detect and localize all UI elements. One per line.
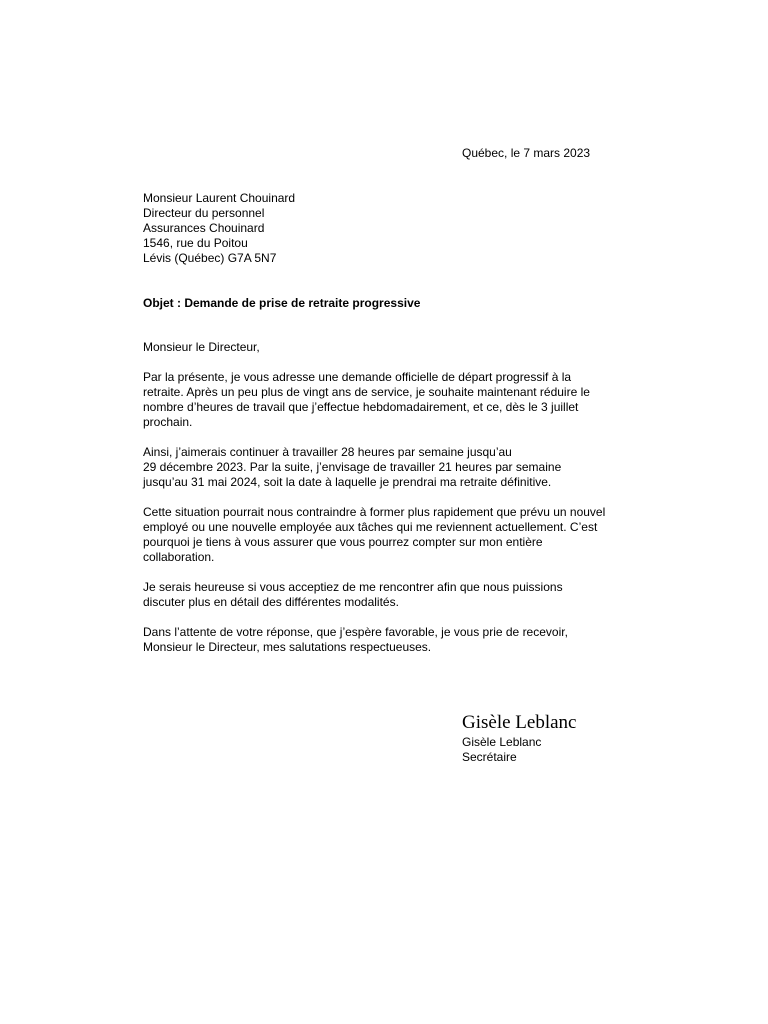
paragraph-line: Je serais heureuse si vous acceptiez de me rencontrer afin que nous puissions [143, 580, 563, 594]
paragraph-line: Cette situation pourrait nous contraindre à former plus rapidement que prévu un nouvel [143, 505, 606, 519]
paragraph-1 [143, 370, 643, 430]
paragraph-line: pourquoi je tiens à vous assurer que vous pourrez compter sur mon entière [143, 535, 543, 549]
letter-date: Québec, le 7 mars 2023 [462, 146, 591, 160]
paragraph-line: collaboration. [143, 550, 215, 564]
paragraph-line: jusqu’au 31 mai 2024, soit la date à laquelle je prendrai ma retraite définitive. [143, 475, 552, 489]
paragraph-line: employé ou une nouvelle employée aux tâches qui me reviennent actuellement. C’est [143, 520, 598, 534]
recipient-title: Directeur du personnel [143, 206, 265, 220]
recipient-address [143, 191, 295, 266]
paragraph-line: discuter plus en détail des différentes modalités. [143, 595, 399, 609]
recipient-city: Lévis (Québec) G7A 5N7 [143, 251, 277, 265]
recipient-street: 1546, rue du Poitou [143, 236, 248, 250]
salutation [143, 340, 643, 355]
paragraph-2 [143, 445, 643, 490]
paragraph-line: retraite. Après un peu plus de vingt ans de service, je souhaite maintenant réduire le [143, 385, 590, 399]
signatory-name: Gisèle Leblanc [462, 735, 542, 749]
paragraph-line: Par la présente, je vous adresse une demande officielle de départ progressif à la [143, 370, 572, 384]
paragraph-4 [143, 580, 643, 610]
paragraph-line: Monsieur le Directeur, mes salutations respectueuses. [143, 640, 432, 654]
letter-body [143, 340, 643, 670]
recipient-name: Monsieur Laurent Chouinard [143, 191, 296, 205]
signature-block [462, 712, 576, 765]
letter-subject: Objet : Demande de prise de retraite progressive [143, 296, 421, 310]
paragraph-line: Ainsi, j’aimerais continuer à travailler 28 heures par semaine jusqu’au [143, 445, 512, 459]
paragraph-line: Dans l’attente de votre réponse, que j’espère favorable, je vous prie de recevoir, [143, 625, 568, 639]
paragraph-5 [143, 625, 643, 655]
paragraph-line: nombre d’heures de travail que j’effectue hebdomadairement, et ce, dès le 3 juillet [143, 400, 579, 414]
salutation-line: Monsieur le Directeur, [143, 340, 260, 354]
paragraph-3 [143, 505, 643, 565]
signatory-title: Secrétaire [462, 750, 517, 764]
handwritten-signature: Gisèle Leblanc [462, 712, 577, 733]
recipient-company: Assurances Chouinard [143, 221, 265, 235]
paragraph-line: 29 décembre 2023. Par la suite, j’envisage de travailler 21 heures par semaine [143, 460, 562, 474]
paragraph-line: prochain. [143, 415, 193, 429]
